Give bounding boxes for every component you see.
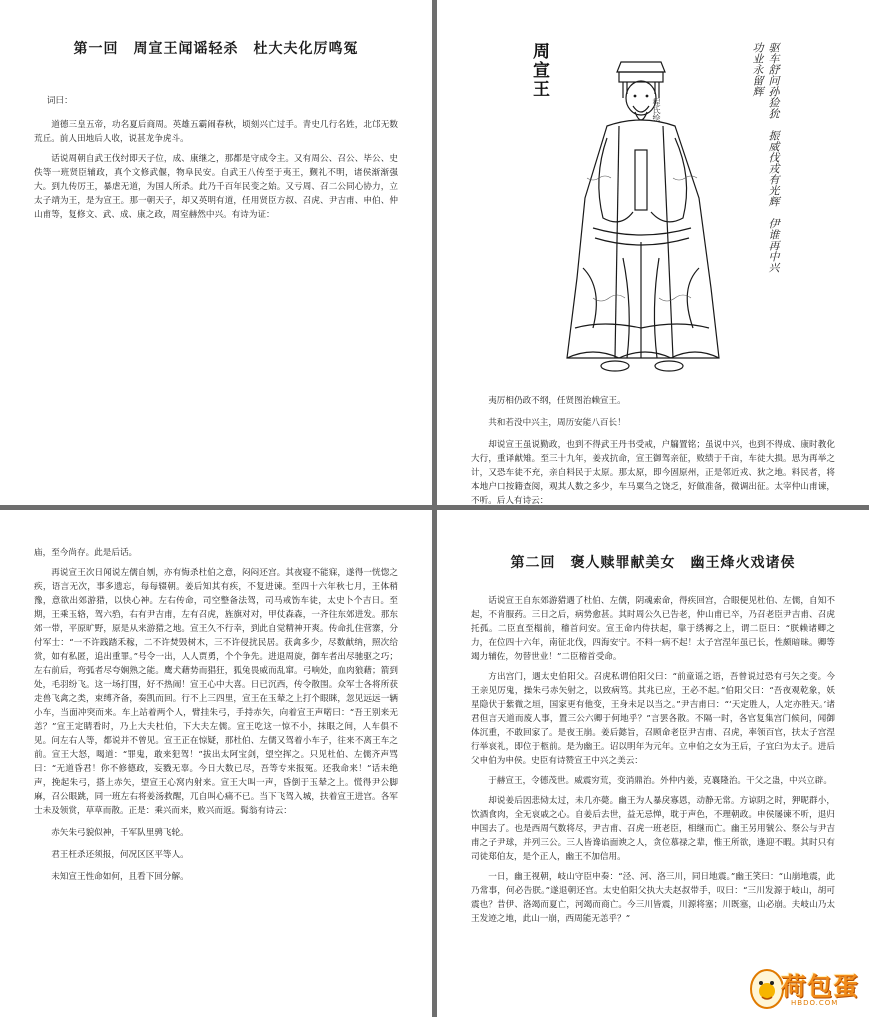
illustrator-signature: 程氏绘 (652, 98, 661, 122)
chapter-2-title: 第二回 褒人赎罪献美女 幽王烽火戏诸侯 (510, 555, 796, 571)
page-4 (437, 510, 869, 1017)
chapter-closing: 未知宣王性命如何，且看下回分解。 (51, 872, 189, 882)
paragraph: 却说宣王虽说勤政，也到不得武王丹书受戒，户牖置铭；虽说中兴，也到不得成、康时教化大行，重译献雉。至三十九年，姜戎抗命，宣王御驾亲征，败绩于千亩，车徒大损。思为再举之计，又恐车徒不充，亲自料民于太原。那太原，即今固原州，正是邻近戎、狄之地。料民者，将本地户口按籍查阅，观其人数之多少，车马粟刍之饶乏，好做准备，微调出征。太宰仲山甫谏，不听。后人有诗云： (471, 440, 835, 505)
paragraph: 话说宣王自东郊游猎遇了杜伯、左儒，阴魂索命，得疾回宫，合眼便见杜伯、左儒，自知不起，不肯服药。三日之后，病势愈甚。其时周公久已告老，仲山甫已卒，乃召老臣尹吉甫、召虎托孤。二臣直至榻前，稽首问安。宣王命内侍扶起，靠于绣褥之上，谓二臣曰：“朕赖诸卿之力，在位四十六年，南征北伐，四海安宁。不料一病不起！太子宫涅年虽已长，性颇暗昧。卿等竭力辅佐，勿替世业！”二臣稽首受命。 (471, 596, 835, 662)
poem-line: 君王枉杀还须报，何况区区平等人。 (51, 850, 189, 860)
poem-line: 共和若没中兴主，周历安能八百长！ (488, 418, 626, 428)
ci-verse: 道德三皇五帝，功名夏后商周。英雄五霸闹春秋，顷刻兴亡过手。青史几行名姓，北邙无数荒丘。前人田地后人收，说甚龙争虎斗。 (34, 120, 398, 144)
paragraph: 却说姜后因悲恸太过，未几亦薨。幽王为人暴戾寡恩，动静无常。方谅阴之时，狎昵群小，饮酒食肉，全无哀戚之心。自姜后去世，益无忌惮，耽于声色，不理朝政。申侯屡谏不听，退归申国去了。也是西周气数将尽，尹吉甫、召虎一班老臣，相继而亡。幽王另用虢公、祭公与尹吉甫之子尹球，并列三公。三人皆谗谄面谀之人，贪位慕禄之辈，惟王所欲，逢迎不暇。其时只有司徒郑伯友，是个正人，幽王不加信用。 (471, 796, 835, 862)
paragraph: 方出宫门，遇太史伯阳父。召虎私谓伯阳父曰：“前童谣之语，吾曾说过恐有弓矢之变。今王亲见厉鬼，操朱弓赤矢射之，以致病笃。其兆已应，王必不起。”伯阳父曰：“吾夜观乾象，妖星隐伏于紫微之垣，国家更有他变，王身未足以当之。”尹吉甫曰：“‘天定胜人，人定亦胜天。’诸君但言天道而废人事，置三公六卿于何地乎？”言罢各散。不隔一时，各官复集宫门候问，闻御体沉重，不敢回家了。是夜王崩。姜后懿旨，召顾命老臣尹吉甫、召虎，率领百官，扶太子宫涅行举哀礼，即位于柩前。是为幽王。诏以明年为元年。立申伯之女为王后，子宜臼为太子。进后父申伯为申侯。史臣有诗赞宣王中兴之美云： (471, 672, 835, 766)
illustration-verse: 驱车舒问孙猃狁 振威伐戎有光辉 伊谁再中兴 功业永留辉 (751, 42, 780, 284)
paragraph: 一日，幽王视朝，岐山守臣申奏：“泾、河、洛三川，同日地震。”幽王笑曰：“山崩地震，此乃常事，何必告朕。”遂退朝还宫。太史伯阳父执大夫赵叔带手，叹曰：“三川发源于岐山，胡可震也？昔伊、洛竭而夏亡，河竭而商亡。今三川皆震，川源将塞；川既塞，山必崩。夫岐山乃太王发迹之地，此山一崩，西周能无恙乎？” (471, 872, 835, 924)
poem-stanza: 于赫宣王，令德茂世。威震穷荒，变消鼎治。外仲内姜，克襄隆治。干父之蛊，中兴立辟。 (488, 776, 832, 786)
illustration-label: 周宣王 (529, 42, 549, 99)
paragraph-continued: 庙，至今尚存。此是后话。 (34, 548, 138, 558)
page-2 (437, 0, 869, 505)
paragraph: 话说周朝自武王伐纣即天子位，成、康继之，那都是守成令主。又有周公、召公、毕公、史佚等一班贤臣辅政，真个文修武偃，物阜民安。自武王八传至于夷王，觐礼不明，诸侯渐渐强大。到九传厉王，暴虐无道，为国人所杀。此乃千百年民变之始。又亏周、召二公同心协力，立太子靖为王，是为宣王。那一朝天子，却又英明有道，任用贤臣方叔、召虎、尹吉甫、申伯、仲山甫等，复修文、武、成、康之政，周室赫然中兴。有诗为证： (34, 154, 398, 220)
site-watermark (747, 965, 865, 1013)
watermark-url: HBDO.COM (791, 999, 839, 1007)
ci-label: 词曰： (46, 96, 73, 106)
poem-line: 夷厉相仍政不纲，任贤图治赖宣王。 (488, 396, 626, 406)
chapter-1-title: 第一回 周宣王闻谣轻杀 杜大夫化厉鸣冤 (73, 41, 359, 57)
watermark-text: 荷包蛋 (781, 972, 860, 1001)
page-3 (0, 510, 432, 1017)
page-1 (0, 0, 432, 505)
poem-line: 赤矢朱弓貌似神，千军队里骋飞轮。 (51, 828, 189, 838)
king-xuan-illustration (523, 28, 783, 384)
paragraph: 再说宣王次日闻说左儒自刎，亦有悔杀杜伯之意，闷闷还宫。其夜寝不能寐，遂得一恍惚之疾，语言无次，事多遗忘，每每辍朝。姜后知其有疾，不复进谏。至四十六年秋七月，王体稍豫，意欲出郊游猎，以快心神。左右传命，司空整备法驾，司马戒饬车徒，太史卜个吉日。至期，王乘玉辂，驾六驺，右有尹吉甫，左有召虎，旌旗对对，甲仗森森，一齐往东郊进发。那东郊一带，平原旷野，原是从来游猎之地。宣王久不行幸，到此自觉精神开爽。传命扎住营寨，分付军士：“一不许践踏禾稼，二不许焚毁树木，三不许侵扰民居。获禽多少，尽数献纳，照次给赏，如有私匿，追出重罪。”号令一出，人人贾勇，个个争先。进退周旋，御车者出尽驰驱之巧；左右前后，弯弧者尽夸娴熟之能。鹰犬藉势而猖狂，狐兔畏威而乱窜。弓响处，血肉狼藉；箭到处，毛羽纷飞。这一场打围，好不热闹！宣王心中大喜。日已沉西，传令散围。众军士各将所获走兽飞禽之类，束缚齐备，奏凯而回。行不上三四里，宣王在玉辇之上打个眼眯，忽见远远一辆小车，当面冲突而来。车上站着两个人，臂挂朱弓，手持赤矢，向着宣王声喏曰：“吾王别来无恙？”宣王定睛看时，乃上大夫杜伯，下大夫左儒。宣王吃这一惊不小，抹眼之间，人车俱不见。问左右人等，都说并不曾见。宣王正在惊疑，那杜伯、左儒又驾着小车子，往来不离王车之前。宣王大怒，喝道：“罪鬼，敢来犯驾！”拔出太阿宝剑，望空挥之。只见杜伯、左儒齐声骂曰：“无道昏君！你不修德政，妄戮无辜。今日大数已尽，吾等专来报冤。还我命来！”话未绝声，挽起朱弓，搭上赤矢，望宣王心窝内射来。宣王大叫一声，昏倒于玉辇之上。慌得尹公脚麻，召公眼跳，同一班左右将姜汤救醒，兀自叫心痛不已。当下飞驾入城，扶着宣王进宫。各军士未及领赏，草草而散。正是：乘兴而来，败兴而返。髯翁有诗云： (34, 568, 398, 816)
